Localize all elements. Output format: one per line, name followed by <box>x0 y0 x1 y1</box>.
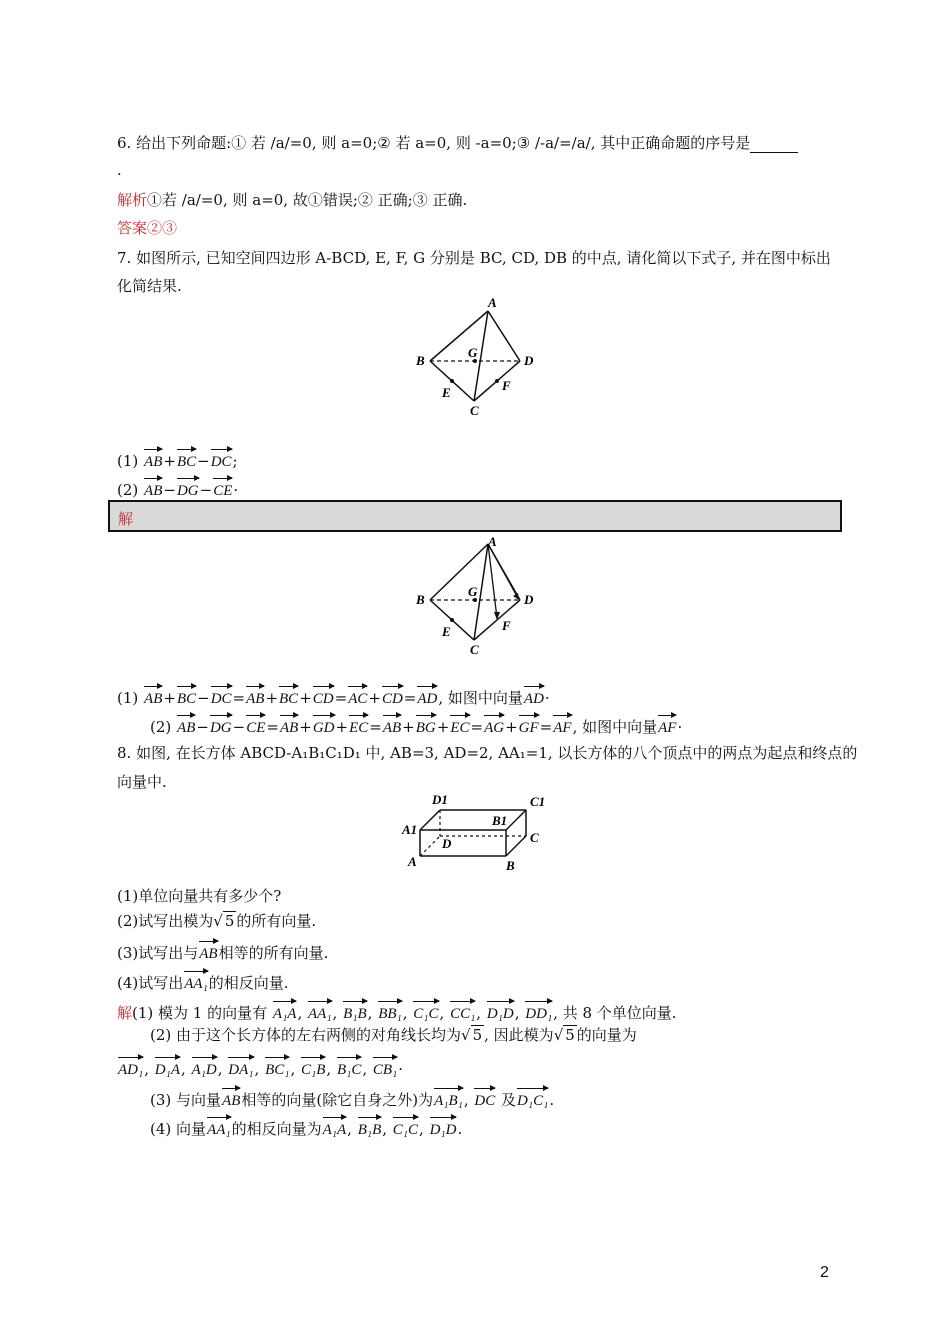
fig1-label-c: C <box>470 403 479 418</box>
q7-part2: (2) AB−DG−CE· <box>117 481 239 499</box>
q6-text: 6. 给出下列命题:① 若 /a/=0, 则 a=0;② 若 a=0, 则 -a=0;③ /-a/=/a/, 其中正确命题的序号是 <box>117 134 751 152</box>
q7-answer1: (1) AB+BC−DC=AB+BC+CD=AC+CD=AD, 如图中向量AD· <box>117 689 550 707</box>
q7-text1: 7. 如图所示, 已知空间四边形 A-BCD, E, F, G 分别是 BC, CD, DB 的中点, 请化简以下式子, 并在图中标出 <box>117 249 831 267</box>
q8-text1: 8. 如图, 在长方体 ABCD-A₁B₁C₁D₁ 中, AB=3, AD=2, AA₁=1, 以长方体的八个顶点中的两点为起点和终点的 <box>117 744 858 762</box>
fig1-label-a: A <box>488 295 497 310</box>
fig2-label-e: E <box>442 624 451 639</box>
fig1-label-d: D <box>524 353 534 368</box>
q8-sol2-vectors: AD₁, D₁A, A₁D, DA₁, BC₁, C₁B, B₁C, CB₁· <box>118 1060 404 1078</box>
q8-item2: (2)试写出模为√ 5 的所有向量. <box>117 912 317 930</box>
fig2-label-b: B <box>416 592 425 607</box>
cuboid-label-d: D <box>442 836 452 851</box>
cuboid-label-a1: A1 <box>402 822 418 837</box>
q6-answer <box>117 218 177 238</box>
fig2-label-g: G <box>468 584 478 599</box>
q7-answer2: (2) AB−DG−CE=AB+GD+EC=AB+BG+EC=AG+GF=AF, 如图中向量AF· <box>150 718 683 736</box>
q7-part1: (1) AB+BC−DC; <box>117 452 238 470</box>
cuboid-label-a: A <box>408 854 417 869</box>
q7-p1-label: (1) <box>117 452 139 470</box>
answer-label: 答案 <box>117 219 148 237</box>
cuboid-label-d1: D1 <box>432 792 448 807</box>
q8-text2: 向量中. <box>117 773 167 791</box>
q8-item4: (4)试写出AA₁的相反向量. <box>117 974 289 992</box>
q6-answer-blank <box>750 138 798 153</box>
fig2-label-f: F <box>502 618 511 633</box>
q8-sol4: (4) 向量AA₁的相反向量为A₁A, B₁B, C₁C, D₁D. <box>150 1120 463 1138</box>
fig2-label-c: C <box>470 642 479 657</box>
jiexi-text: ①若 /a/=0, 则 a=0, 故①错误;② 正确;③ 正确. <box>147 191 468 209</box>
fig1-label-e: E <box>442 385 451 400</box>
fig1-label-b: B <box>416 353 425 368</box>
q7-text2: 化简结果. <box>117 277 182 295</box>
q7-p2-label: (2) <box>117 481 139 499</box>
q8-sol3: (3) 与向量AB相等的向量(除它自身之外)为A₁B₁, DC 及D₁C₁. <box>150 1091 555 1109</box>
tetrahedron-figure-2 <box>408 536 548 661</box>
tetrahedron-figure-1 <box>408 295 548 420</box>
solution-label: 解 <box>118 510 134 528</box>
fig2-label-a: A <box>488 536 497 549</box>
q6-dot: . <box>117 161 122 179</box>
q6-jiexi <box>117 190 467 210</box>
cuboid-label-b: B <box>506 858 515 873</box>
q8-sol2: (2) 由于这个长方体的左右两侧的对角线长均为√ 5 , 因此模为√ 5 的向量为 <box>150 1026 637 1044</box>
cuboid-label-c: C <box>530 830 539 845</box>
q8-item1: (1)单位向量共有多少个? <box>117 887 282 905</box>
fig1-label-g: G <box>468 345 478 360</box>
q8-sol1: 解(1) 模为 1 的向量有 A₁A, AA₁, B₁B, BB₁, C₁C, CC₁, D₁D, DD₁, 共 8 个单位向量. <box>117 1004 677 1022</box>
solution-header-box <box>108 500 842 532</box>
jiexi-label: 解析 <box>117 191 148 209</box>
cuboid-figure <box>400 792 560 874</box>
answer-text: ②③ <box>147 219 178 237</box>
q8-item3: (3)试写出与AB相等的所有向量. <box>117 944 329 962</box>
fig1-label-f: F <box>502 378 511 393</box>
cuboid-label-c1: C1 <box>530 794 546 809</box>
page-number: 2 <box>820 1264 829 1281</box>
fig2-label-d: D <box>524 592 534 607</box>
q6-text-line <box>117 133 798 153</box>
cuboid-label-b1: B1 <box>492 813 508 828</box>
